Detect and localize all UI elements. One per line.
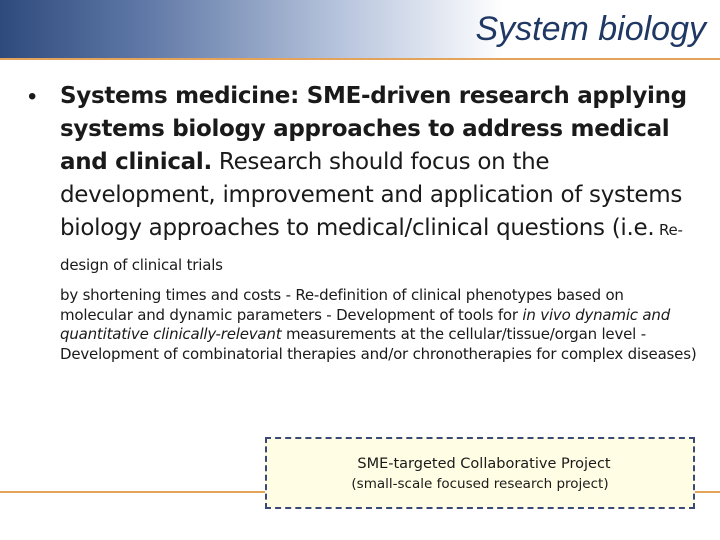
callout-line-2: (small-scale focused research project) xyxy=(351,476,609,492)
title-divider xyxy=(0,58,720,60)
callout-text xyxy=(267,454,693,494)
bullet-details-text xyxy=(60,286,700,364)
details-part-1: by shortening times and costs - Re-definition of clinical phenotypes based on molecular and dynamic parameters - Development of tools for xyxy=(60,286,624,324)
bullet-icon: • xyxy=(28,83,37,110)
bullet-main-text xyxy=(60,80,710,282)
details-italic-phrase: in vivo dynamic and quantitative clinically-relevant xyxy=(60,305,671,343)
slide-title: System biology xyxy=(475,10,706,48)
bullet-small-tail: Re-design of clinical trials xyxy=(60,221,683,274)
slide-content xyxy=(28,80,710,364)
bullet-normal-text: Research should focus on the development, improvement and application of systems biology approaches to medical/clinical questions (i.e. xyxy=(60,149,683,241)
callout-box xyxy=(265,437,695,509)
bullet-bold-lead: Systems medicine: SME-driven research applying systems biology approaches to address medical and clinical. xyxy=(60,83,687,175)
callout-line-1: SME-targeted Collaborative Project xyxy=(357,456,611,472)
details-part-2: measurements at the cellular/tissue/organ level - Development of combinatorial therapies and/or chronotherapies for complex diseases) xyxy=(60,325,697,363)
